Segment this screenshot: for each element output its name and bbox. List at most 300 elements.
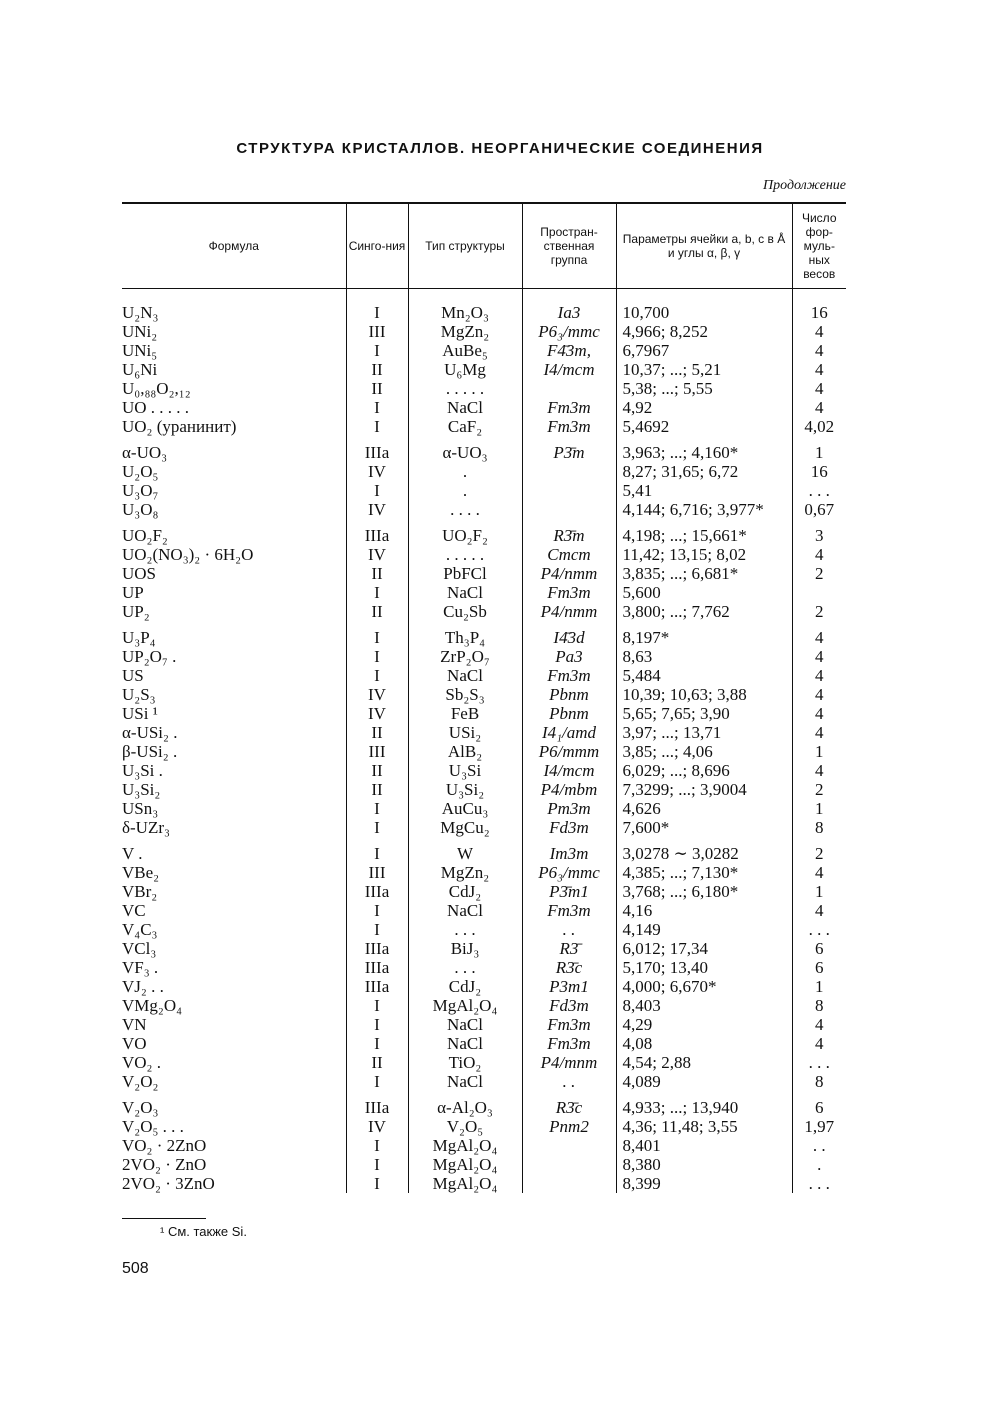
- cell-formula-weights: . . .: [792, 1053, 846, 1072]
- cell-formula-weights: 16: [792, 303, 846, 322]
- cell-cell-parameters: 3,85; ...; 4,06: [616, 742, 792, 761]
- cell-structure-type: α-UO₃: [408, 436, 522, 462]
- table-row: [122, 500, 846, 519]
- cell-formula: α-UO₃: [122, 443, 168, 462]
- cell-space-group: P3̄m1: [522, 882, 616, 901]
- cell-formula: U₂S₃: [122, 685, 156, 704]
- cell-formula-weights: 16: [792, 462, 846, 481]
- cell-cell-parameters: 5,41: [616, 481, 792, 500]
- cell-space-group: Fm3m: [522, 1015, 616, 1034]
- table-row: [122, 780, 846, 799]
- crystal-structure-table: [122, 202, 846, 1193]
- cell-space-group: Cmcm: [522, 545, 616, 564]
- cell-formula-weights: 4: [792, 1015, 846, 1034]
- cell-space-group: Fd3m: [522, 996, 616, 1015]
- table-row: [122, 939, 846, 958]
- cell-syngony: I: [346, 1072, 408, 1091]
- cell-structure-type: BiJ₃: [408, 939, 522, 958]
- cell-space-group: R3̄m: [522, 519, 616, 545]
- cell-formula-weights: 4: [792, 322, 846, 341]
- cell-formula-weights: 1: [792, 742, 846, 761]
- cell-cell-parameters: 5,600: [616, 583, 792, 602]
- cell-structure-type: . . . .: [408, 500, 522, 519]
- cell-cell-parameters: 10,37; ...; 5,21: [616, 360, 792, 379]
- cell-formula-weights: 8: [792, 818, 846, 837]
- table-row: [122, 436, 846, 462]
- continued-label: Продолжение: [763, 178, 846, 193]
- cell-formula: VF₃ .: [122, 958, 159, 977]
- cell-syngony: IV: [346, 685, 408, 704]
- cell-cell-parameters: 6,7967: [616, 341, 792, 360]
- cell-structure-type: W: [408, 837, 522, 863]
- cell-formula-weights: 4: [792, 1034, 846, 1053]
- cell-formula: UNi₅: [122, 341, 158, 360]
- table-row: [122, 1117, 846, 1136]
- cell-structure-type: NaCl: [408, 1072, 522, 1091]
- cell-structure-type: AlB₂: [408, 742, 522, 761]
- table-row: [122, 920, 846, 939]
- cell-syngony: IV: [346, 704, 408, 723]
- cell-structure-type: CaF₂: [408, 417, 522, 436]
- cell-formula-weights: 0,67: [792, 500, 846, 519]
- cell-formula-weights: 6: [792, 939, 846, 958]
- cell-formula: 2VO₂ · 3ZnO: [122, 1174, 215, 1193]
- cell-formula-weights: 4: [792, 704, 846, 723]
- cell-formula: V₂O₂: [122, 1072, 159, 1091]
- page-number: 508: [122, 1260, 149, 1277]
- cell-formula-weights: 2: [792, 564, 846, 583]
- cell-structure-type: NaCl: [408, 583, 522, 602]
- table-row: [122, 322, 846, 341]
- cell-syngony: I: [346, 666, 408, 685]
- cell-structure-type: NaCl: [408, 1034, 522, 1053]
- cell-space-group: Fm3m: [522, 583, 616, 602]
- cell-syngony: I: [346, 1136, 408, 1155]
- table-row: [122, 1015, 846, 1034]
- cell-structure-type: AuCu₃: [408, 799, 522, 818]
- cell-formula: U₆Ni: [122, 360, 158, 379]
- table-row: [122, 360, 846, 379]
- cell-structure-type: NaCl: [408, 1015, 522, 1034]
- table-row: [122, 462, 846, 481]
- cell-structure-type: Cu₂Sb: [408, 602, 522, 621]
- cell-cell-parameters: 4,144; 6,716; 3,977*: [616, 500, 792, 519]
- header-structure-type: Тип структуры: [408, 203, 522, 289]
- table-row: [122, 1136, 846, 1155]
- cell-cell-parameters: 4,149: [616, 920, 792, 939]
- cell-space-group: [522, 462, 616, 481]
- cell-cell-parameters: 8,399: [616, 1174, 792, 1193]
- cell-formula-weights: 8: [792, 996, 846, 1015]
- table-row: [122, 742, 846, 761]
- header-cell-parameters: Параметры ячейки a, b, c в Å и углы α, β, γ: [616, 203, 792, 289]
- cell-cell-parameters: 4,966; 8,252: [616, 322, 792, 341]
- cell-structure-type: USi₂: [408, 723, 522, 742]
- table-row: [122, 863, 846, 882]
- cell-cell-parameters: 10,700: [616, 303, 792, 322]
- cell-formula: V₂O₃: [122, 1098, 159, 1117]
- cell-formula-weights: 4: [792, 723, 846, 742]
- cell-formula: U₃P₄: [122, 628, 156, 647]
- cell-space-group: Pnm2: [522, 1117, 616, 1136]
- cell-syngony: I: [346, 398, 408, 417]
- table-row: [122, 1072, 846, 1091]
- cell-formula-weights: 4: [792, 901, 846, 920]
- cell-syngony: IIIa: [346, 882, 408, 901]
- cell-syngony: I: [346, 837, 408, 863]
- cell-formula: UO₂ (уранинит): [122, 417, 237, 436]
- cell-space-group: P4/mnm: [522, 1053, 616, 1072]
- table-row: [122, 1034, 846, 1053]
- cell-formula-weights: . .: [792, 1136, 846, 1155]
- cell-formula-weights: 4: [792, 360, 846, 379]
- cell-formula-weights: 1: [792, 436, 846, 462]
- cell-formula: VN: [122, 1015, 147, 1034]
- cell-formula: U₂O₅: [122, 462, 159, 481]
- cell-syngony: IV: [346, 1117, 408, 1136]
- cell-formula: VO: [122, 1034, 147, 1053]
- footnote-rule: [122, 1218, 206, 1219]
- cell-cell-parameters: 5,484: [616, 666, 792, 685]
- cell-formula-weights: 3: [792, 519, 846, 545]
- cell-formula-weights: 1: [792, 882, 846, 901]
- table-row: [122, 996, 846, 1015]
- cell-formula: UP₂: [122, 602, 150, 621]
- table-row: [122, 799, 846, 818]
- cell-syngony: I: [346, 621, 408, 647]
- table-row: [122, 882, 846, 901]
- cell-formula-weights: 6: [792, 958, 846, 977]
- cell-formula-weights: 1: [792, 977, 846, 996]
- cell-formula: β-USi₂ .: [122, 742, 178, 761]
- cell-formula-weights: . . .: [792, 481, 846, 500]
- cell-formula: U₃Si .: [122, 761, 163, 780]
- cell-space-group: Fm3m: [522, 1034, 616, 1053]
- cell-space-group: [522, 1136, 616, 1155]
- cell-cell-parameters: 5,65; 7,65; 3,90: [616, 704, 792, 723]
- cell-cell-parameters: 8,380: [616, 1155, 792, 1174]
- cell-cell-parameters: 4,36; 11,48; 3,55: [616, 1117, 792, 1136]
- cell-formula: VJ₂ . .: [122, 977, 164, 996]
- cell-cell-parameters: 5,4692: [616, 417, 792, 436]
- cell-space-group: Pbnm: [522, 704, 616, 723]
- cell-cell-parameters: 8,63: [616, 647, 792, 666]
- cell-formula: δ-UZr₃: [122, 818, 170, 837]
- table-row: [122, 685, 846, 704]
- cell-space-group: R3̄c: [522, 1091, 616, 1117]
- table-row: [122, 481, 846, 500]
- cell-formula-weights: 4: [792, 647, 846, 666]
- cell-structure-type: .: [408, 462, 522, 481]
- cell-formula-weights: . . .: [792, 920, 846, 939]
- table-row: [122, 341, 846, 360]
- cell-cell-parameters: 3,963; ...; 4,160*: [616, 436, 792, 462]
- cell-structure-type: MgAl₂O₄: [408, 1174, 522, 1193]
- cell-structure-type: TiO₂: [408, 1053, 522, 1072]
- cell-cell-parameters: 3,835; ...; 6,681*: [616, 564, 792, 583]
- table-row: [122, 602, 846, 621]
- cell-syngony: I: [346, 417, 408, 436]
- cell-cell-parameters: 3,97; ...; 13,71: [616, 723, 792, 742]
- table-row: [122, 545, 846, 564]
- cell-space-group: [522, 1155, 616, 1174]
- table-row: [122, 303, 846, 322]
- cell-formula-weights: [792, 583, 846, 602]
- cell-cell-parameters: 11,42; 13,15; 8,02: [616, 545, 792, 564]
- cell-space-group: . .: [522, 920, 616, 939]
- cell-formula-weights: 4: [792, 761, 846, 780]
- cell-cell-parameters: 6,012; 17,34: [616, 939, 792, 958]
- cell-space-group: Fm3m: [522, 398, 616, 417]
- cell-formula: USi ¹: [122, 704, 158, 723]
- cell-formula-weights: 4: [792, 621, 846, 647]
- cell-structure-type: ZrP₂O₇: [408, 647, 522, 666]
- cell-syngony: IIIa: [346, 958, 408, 977]
- cell-formula-weights: 4: [792, 379, 846, 398]
- table-row: [122, 519, 846, 545]
- cell-structure-type: U₃Si₂: [408, 780, 522, 799]
- cell-formula: U₃O₈: [122, 500, 159, 519]
- cell-syngony: I: [346, 481, 408, 500]
- cell-syngony: II: [346, 564, 408, 583]
- cell-structure-type: U₆Mg: [408, 360, 522, 379]
- table-row: [122, 398, 846, 417]
- cell-syngony: I: [346, 1034, 408, 1053]
- table-row: [122, 1174, 846, 1193]
- table-row: [122, 704, 846, 723]
- table-row: [122, 723, 846, 742]
- cell-cell-parameters: 8,27; 31,65; 6,72: [616, 462, 792, 481]
- spacer-row: [122, 289, 846, 304]
- cell-formula: V₂O₅ . . .: [122, 1117, 184, 1136]
- cell-space-group: [522, 1174, 616, 1193]
- cell-formula: 2VO₂ · ZnO: [122, 1155, 207, 1174]
- cell-space-group: Im3m: [522, 837, 616, 863]
- cell-structure-type: . . . . .: [408, 545, 522, 564]
- table-row: [122, 583, 846, 602]
- table-row: [122, 647, 846, 666]
- header-syngony: Синго-ния: [346, 203, 408, 289]
- cell-formula: α-USi₂ .: [122, 723, 178, 742]
- cell-formula: UOS: [122, 564, 157, 583]
- cell-structure-type: Th₃P₄: [408, 621, 522, 647]
- cell-syngony: I: [346, 901, 408, 920]
- table-row: [122, 1155, 846, 1174]
- cell-cell-parameters: 4,933; ...; 13,940: [616, 1091, 792, 1117]
- cell-space-group: Ia3: [522, 303, 616, 322]
- cell-cell-parameters: 3,768; ...; 6,180*: [616, 882, 792, 901]
- cell-syngony: I: [346, 818, 408, 837]
- cell-cell-parameters: 4,089: [616, 1072, 792, 1091]
- cell-structure-type: PbFCl: [408, 564, 522, 583]
- cell-cell-parameters: 7,600*: [616, 818, 792, 837]
- cell-cell-parameters: 4,29: [616, 1015, 792, 1034]
- cell-syngony: I: [346, 1155, 408, 1174]
- cell-structure-type: AuBe₅: [408, 341, 522, 360]
- table-row: [122, 901, 846, 920]
- cell-syngony: IV: [346, 500, 408, 519]
- cell-space-group: P6/mmm: [522, 742, 616, 761]
- cell-syngony: IV: [346, 545, 408, 564]
- cell-formula-weights: 4: [792, 545, 846, 564]
- cell-formula-weights: 2: [792, 602, 846, 621]
- cell-syngony: III: [346, 322, 408, 341]
- cell-space-group: P4/mbm: [522, 780, 616, 799]
- table-row: [122, 977, 846, 996]
- cell-formula: VBe₂: [122, 863, 160, 882]
- table-header: [122, 203, 846, 289]
- cell-formula: UP: [122, 583, 144, 602]
- cell-syngony: I: [346, 303, 408, 322]
- cell-syngony: I: [346, 647, 408, 666]
- table-row: [122, 818, 846, 837]
- table-row: [122, 837, 846, 863]
- cell-space-group: F4̄3m,: [522, 341, 616, 360]
- header-space-group: Простран-ственная группа: [522, 203, 616, 289]
- cell-formula: UP₂O₇ .: [122, 647, 177, 666]
- cell-syngony: I: [346, 996, 408, 1015]
- cell-structure-type: MgCu₂: [408, 818, 522, 837]
- table-row: [122, 1053, 846, 1072]
- cell-formula: VCl₃: [122, 939, 157, 958]
- cell-formula-weights: 1: [792, 799, 846, 818]
- cell-formula: VC: [122, 901, 146, 920]
- cell-cell-parameters: 10,39; 10,63; 3,88: [616, 685, 792, 704]
- cell-structure-type: MgAl₂O₄: [408, 996, 522, 1015]
- cell-cell-parameters: 8,197*: [616, 621, 792, 647]
- cell-structure-type: MgZn₂: [408, 863, 522, 882]
- footnote: ¹ См. также Si.: [160, 1224, 247, 1239]
- cell-formula-weights: . . .: [792, 1174, 846, 1193]
- cell-structure-type: MgZn₂: [408, 322, 522, 341]
- cell-space-group: I4̄3d: [522, 621, 616, 647]
- cell-structure-type: V₂O₅: [408, 1117, 522, 1136]
- header-formula: Формула: [122, 203, 346, 289]
- cell-cell-parameters: 6,029; ...; 8,696: [616, 761, 792, 780]
- cell-space-group: Fm3m: [522, 666, 616, 685]
- cell-structure-type: . . .: [408, 958, 522, 977]
- cell-formula: VMg₂O₄: [122, 996, 183, 1015]
- cell-syngony: IIIa: [346, 977, 408, 996]
- table-row: [122, 621, 846, 647]
- cell-cell-parameters: 4,92: [616, 398, 792, 417]
- cell-formula-weights: .: [792, 1155, 846, 1174]
- cell-space-group: I4/mcm: [522, 360, 616, 379]
- cell-cell-parameters: 3,0278 ∼ 3,0282: [616, 837, 792, 863]
- cell-cell-parameters: 8,403: [616, 996, 792, 1015]
- cell-space-group: Fd3m: [522, 818, 616, 837]
- cell-syngony: IIIa: [346, 519, 408, 545]
- cell-cell-parameters: 4,16: [616, 901, 792, 920]
- cell-structure-type: . . . . .: [408, 379, 522, 398]
- cell-space-group: . .: [522, 1072, 616, 1091]
- cell-syngony: II: [346, 379, 408, 398]
- cell-formula: V .: [122, 844, 143, 863]
- table-row: [122, 761, 846, 780]
- cell-syngony: I: [346, 1174, 408, 1193]
- cell-formula-weights: 4: [792, 398, 846, 417]
- cell-formula-weights: 4: [792, 863, 846, 882]
- table-row: [122, 1091, 846, 1117]
- cell-cell-parameters: 4,198; ...; 15,661*: [616, 519, 792, 545]
- cell-space-group: P4/nmm: [522, 564, 616, 583]
- cell-syngony: II: [346, 1053, 408, 1072]
- header-formula-weights: Число фор-муль-ных весов: [792, 203, 846, 289]
- cell-structure-type: .: [408, 481, 522, 500]
- cell-structure-type: NaCl: [408, 666, 522, 685]
- cell-formula: USn₃: [122, 799, 159, 818]
- cell-structure-type: MgAl₂O₄: [408, 1136, 522, 1155]
- cell-space-group: Pa3: [522, 647, 616, 666]
- cell-formula: VO₂ .: [122, 1053, 161, 1072]
- cell-formula-weights: 8: [792, 1072, 846, 1091]
- cell-syngony: II: [346, 602, 408, 621]
- cell-cell-parameters: 4,000; 6,670*: [616, 977, 792, 996]
- cell-syngony: IIIa: [346, 1091, 408, 1117]
- cell-cell-parameters: 4,54; 2,88: [616, 1053, 792, 1072]
- cell-space-group: R3̄c: [522, 958, 616, 977]
- cell-formula: US: [122, 666, 144, 685]
- cell-formula-weights: 4: [792, 666, 846, 685]
- cell-space-group: P4/nmm: [522, 602, 616, 621]
- table-row: [122, 958, 846, 977]
- cell-syngony: I: [346, 920, 408, 939]
- cell-formula: U₂N₃: [122, 303, 159, 322]
- cell-formula: V₄C₃: [122, 920, 158, 939]
- cell-space-group: Fm3m: [522, 901, 616, 920]
- cell-structure-type: NaCl: [408, 398, 522, 417]
- cell-structure-type: CdJ₂: [408, 882, 522, 901]
- cell-structure-type: U₃Si: [408, 761, 522, 780]
- cell-formula-weights: 2: [792, 837, 846, 863]
- cell-formula: UO . . . . .: [122, 398, 190, 417]
- cell-space-group: Fm3m: [522, 417, 616, 436]
- cell-cell-parameters: 8,401: [616, 1136, 792, 1155]
- cell-syngony: II: [346, 780, 408, 799]
- cell-space-group: I4/mcm: [522, 761, 616, 780]
- cell-space-group: P6₃/mmc: [522, 322, 616, 341]
- cell-structure-type: . . .: [408, 920, 522, 939]
- cell-structure-type: UO₂F₂: [408, 519, 522, 545]
- cell-formula-weights: 4: [792, 685, 846, 704]
- table-row: [122, 564, 846, 583]
- cell-structure-type: NaCl: [408, 901, 522, 920]
- cell-structure-type: MgAl₂O₄: [408, 1155, 522, 1174]
- cell-cell-parameters: 4,08: [616, 1034, 792, 1053]
- cell-formula-weights: 4,02: [792, 417, 846, 436]
- cell-formula-weights: 2: [792, 780, 846, 799]
- table-row: [122, 379, 846, 398]
- cell-formula: VBr₂: [122, 882, 158, 901]
- cell-cell-parameters: 5,38; ...; 5,55: [616, 379, 792, 398]
- cell-syngony: IIIa: [346, 436, 408, 462]
- cell-syngony: I: [346, 799, 408, 818]
- cell-syngony: I: [346, 583, 408, 602]
- cell-formula: U₀,₈₈O₂,₁₂: [122, 379, 191, 398]
- cell-syngony: II: [346, 761, 408, 780]
- cell-syngony: III: [346, 863, 408, 882]
- cell-structure-type: Sb₂S₃: [408, 685, 522, 704]
- cell-formula: UO₂F₂: [122, 526, 168, 545]
- cell-formula: U₃Si₂: [122, 780, 161, 799]
- cell-formula: UO₂(NO₃)₂ · 6H₂O: [122, 545, 254, 564]
- cell-space-group: Pm3m: [522, 799, 616, 818]
- cell-space-group: I4₁/amd: [522, 723, 616, 742]
- cell-structure-type: CdJ₂: [408, 977, 522, 996]
- cell-syngony: III: [346, 742, 408, 761]
- cell-space-group: P3m1: [522, 977, 616, 996]
- cell-syngony: IV: [346, 462, 408, 481]
